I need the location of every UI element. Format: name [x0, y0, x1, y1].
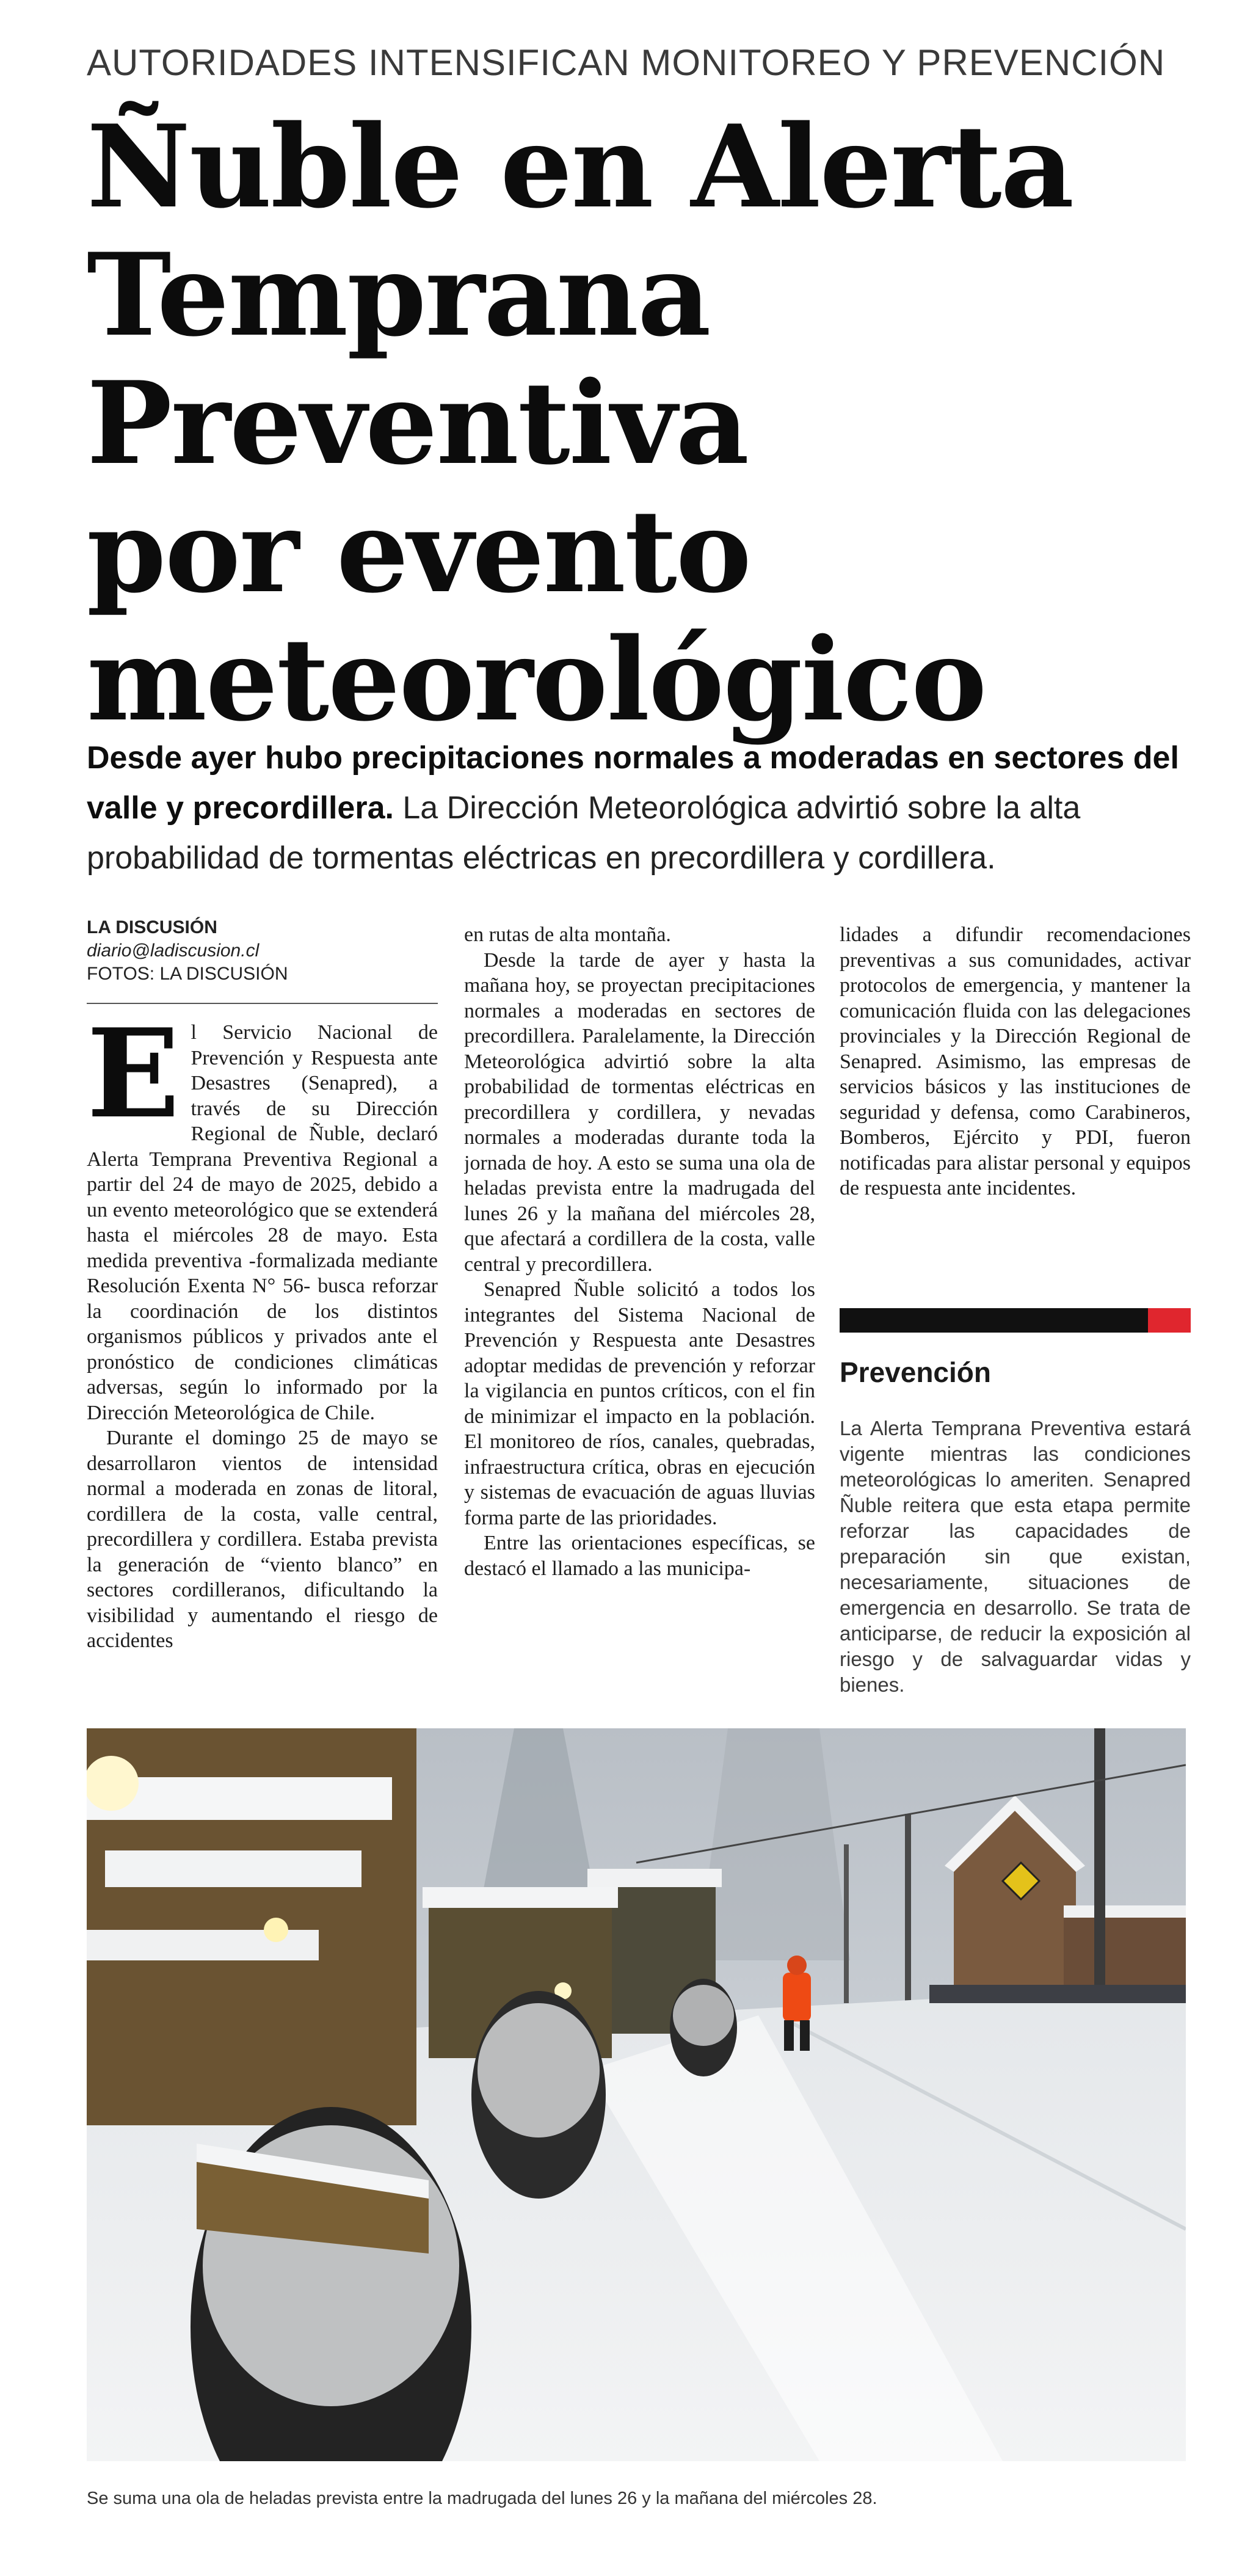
article-column-3 [840, 922, 1191, 1276]
article-paragraph: lidades a difundir recomendaciones preventivas a sus comunidades, activar protocolos de emergencia, y mantener la comunicación fluida con las delegaciones provinciales y la Dirección Regional de Senapred. Asimismo, las empresas de servicios básicos y las instituciones de seguridad y defensa, como Carabineros, Bomberos, Ejército y PDI, fueron notificadas para alistar personal y equipos de respuesta ante incidentes. [840, 923, 1191, 1199]
snow-road-photo [87, 1728, 1186, 2461]
article-column-2 [464, 922, 815, 1704]
deck [87, 733, 1192, 883]
deck-bold: Desde ayer hubo precipitaciones normales a moderadas en sectores del valle y precordillera. [87, 740, 1179, 826]
byline-email[interactable]: diario@ladiscusion.cl [87, 941, 260, 961]
article-paragraph: Durante el domingo 25 de mayo se desarrollaron vientos de intensidad normal a moderada en zonas de litoral, cordillera de la costa, valle central, precordillera y cordillera. Estaba prevista la generación de “viento blanco” en sectores cordilleranos, dificultando la visibilidad y aumentando el riesgo de accidentes [87, 1427, 438, 1652]
photo-illustration [87, 1728, 1186, 2461]
byline-org: LA DISCUSIÓN [87, 917, 217, 937]
deck-regular: La Dirección Meteorológica advirtió sobre la alta probabilidad de tormentas eléctricas en precordillera y cordillera. [87, 790, 1081, 876]
article-column-1 [87, 1020, 438, 1704]
photo-caption: Se suma una ola de heladas prevista entre la madrugada del lunes 26 y la mañana del miércoles 28. [87, 2489, 877, 2508]
article-paragraph: Desde la tarde de ayer y hasta la mañana hoy, se proyectan precipitaciones normales a moderadas en sectores de precordillera. Paralelamente, la Dirección Meteorológica advirtió sobre la alta probabilidad de tormentas eléctricas en precordillera y cordillera, y nevadas normales a moderadas durante toda la jornada de hoy. A esto se suma una ola de heladas prevista entre la madrugada del lunes 26 y la mañana del miércoles 28, que afectará a cordillera de la costa, valle central y precordillera. [464, 948, 815, 1276]
sidebar-divider-bar [840, 1308, 1191, 1333]
sidebar-text: La Alerta Temprana Preventiva estará vigente mientras las condiciones meteorológicas lo ameriten. Senapred Ñuble reitera que esta etapa permite reforzar las capacidades de preparación sin que existan, necesariamente, situaciones de emergencia en desarrollo. Se trata de anticiparse, de reducir la exposición al riesgo y de salvaguardar vidas y bienes. [840, 1417, 1191, 1696]
byline [87, 916, 438, 1004]
article-paragraph: en rutas de alta montaña. [464, 923, 671, 946]
dropcap: E [87, 1020, 180, 1146]
headline [87, 100, 1198, 746]
kicker: AUTORIDADES INTENSIFICAN MONITOREO Y PREVENCIÓN [87, 42, 1166, 83]
article-paragraph [87, 1020, 438, 1425]
article-paragraph: Entre las orientaciones específicas, se destacó el llamado a las municipa- [464, 1532, 815, 1580]
article-paragraph: Senapred Ñuble solicitó a todos los integrantes del Sistema Nacional de Prevención y Respuesta ante Desastres adoptar medidas de prevención y reforzar la vigilancia en puntos críticos, con el fin de minimizar el impacto en la población. El monitoreo de ríos, canales, quebradas, infraestructura crítica, obras en ejecución y sistemas de evacuación de aguas lluvias forma parte de las prioridades. [464, 1278, 815, 1529]
sidebar-accent [1148, 1308, 1191, 1333]
headline-line-1: Ñuble en Alerta [87, 100, 1073, 233]
headline-line-3: Preventiva [87, 356, 749, 490]
headline-line-2: Temprana [87, 228, 710, 362]
headline-line-4: por evento [87, 484, 750, 618]
sidebar-title: Prevención [840, 1356, 991, 1388]
byline-photos: FOTOS: LA DISCUSIÓN [87, 964, 288, 984]
headline-line-5: meteorológico [87, 613, 986, 746]
paragraph-text: l Servicio Nacional de Prevención y Respuesta ante Desastres (Senapred), a través de su Dirección Regional de Ñuble, declaró Alerta Temprana Preventiva Regional a partir del 24 de mayo de 2025, debido a un evento meteorológico que se extenderá hasta el miércoles 28 de mayo. Esta medida preventiva -formalizada mediante Resolución Exenta N° 56- busca reforzar la coordinación de los distintos organismos públicos y privados ante el pronóstico de condiciones climáticas adversas, según lo informado por la Dirección Meteorológica de Chile. [87, 1021, 438, 1424]
